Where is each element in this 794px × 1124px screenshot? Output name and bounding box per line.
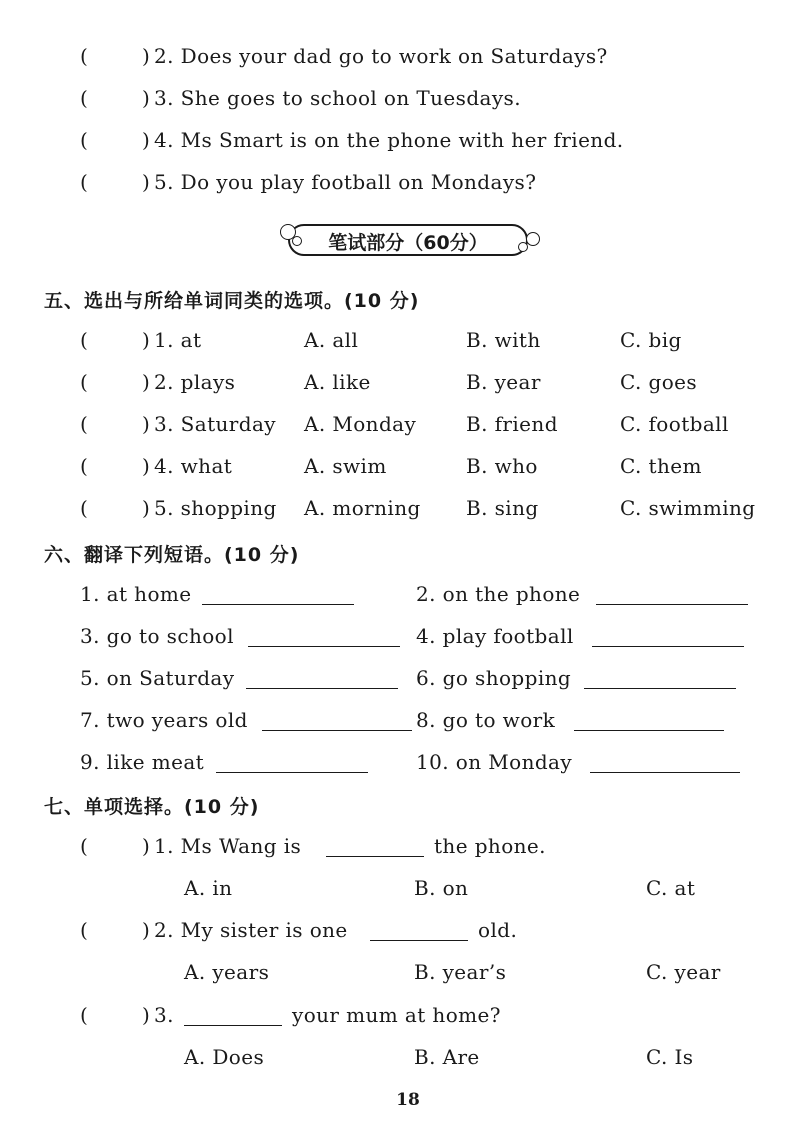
answer-blank[interactable]	[202, 586, 354, 605]
answer-paren-close: )	[142, 328, 150, 352]
answer-blank[interactable]	[584, 670, 736, 689]
option-c: C. swimming	[620, 496, 756, 520]
answer-blank[interactable]	[592, 628, 744, 647]
answer-paren-close: )	[142, 170, 150, 194]
banner-title: 笔试部分（60分）	[328, 232, 488, 254]
answer-paren-close: )	[142, 128, 150, 152]
phrase-item: 3. go to school	[80, 624, 234, 648]
option-a: A. Monday	[304, 412, 417, 436]
question-word: 1. at	[154, 328, 202, 352]
phrase-item: 1. at home	[80, 582, 192, 606]
answer-paren-close: )	[142, 496, 150, 520]
answer-paren-open: (	[80, 412, 88, 436]
answer-paren-close: )	[142, 454, 150, 478]
question-word: 4. what	[154, 454, 233, 478]
phrase-item: 10. on Monday	[416, 750, 573, 774]
question-word: 2. plays	[154, 370, 236, 394]
answer-paren-close: )	[142, 44, 150, 68]
answer-paren-close: )	[142, 86, 150, 110]
option-b: B. year	[466, 370, 541, 394]
option-c: C. football	[620, 412, 729, 436]
question-stem-end: your mum at home?	[292, 1003, 501, 1027]
option-b: B. year’s	[414, 960, 507, 984]
answer-paren-open: (	[80, 44, 88, 68]
phrase-item: 5. on Saturday	[80, 666, 235, 690]
answer-blank[interactable]	[574, 712, 724, 731]
answer-paren-close: )	[142, 370, 150, 394]
section-heading: 七、单项选择。(10 分)	[44, 796, 260, 818]
answer-paren-open: (	[80, 834, 88, 858]
answer-blank[interactable]	[246, 670, 398, 689]
question-text: 5. Do you play football on Mondays?	[154, 170, 537, 194]
option-c: C. goes	[620, 370, 698, 394]
answer-paren-open: (	[80, 86, 88, 110]
option-a: A. morning	[304, 496, 421, 520]
phrase-item: 6. go shopping	[416, 666, 572, 690]
answer-paren-close: )	[142, 1003, 150, 1027]
option-a: A. all	[304, 328, 359, 352]
section-banner	[278, 222, 538, 260]
option-c: C. at	[646, 876, 696, 900]
page-number: 18	[396, 1090, 420, 1110]
phrase-item: 7. two years old	[80, 708, 248, 732]
option-a: A. years	[184, 960, 270, 984]
answer-blank[interactable]	[326, 838, 424, 857]
question-word: 5. shopping	[154, 496, 277, 520]
option-b: B. friend	[466, 412, 558, 436]
question-stem-start: 2. My sister is one	[154, 918, 348, 942]
answer-paren-open: (	[80, 370, 88, 394]
phrase-item: 4. play football	[416, 624, 574, 648]
answer-blank[interactable]	[596, 586, 748, 605]
option-a: A. in	[184, 876, 233, 900]
phrase-item: 9. like meat	[80, 750, 205, 774]
answer-paren-open: (	[80, 454, 88, 478]
option-b: B. on	[414, 876, 469, 900]
question-stem-start: 1. Ms Wang is	[154, 834, 302, 858]
option-c: C. them	[620, 454, 702, 478]
answer-paren-open: (	[80, 1003, 88, 1027]
option-c: C. year	[646, 960, 721, 984]
option-b: B. with	[466, 328, 541, 352]
question-text: 4. Ms Smart is on the phone with her friend.	[154, 128, 624, 152]
answer-paren-open: (	[80, 328, 88, 352]
section-heading: 五、选出与所给单词同类的选项。(10 分)	[44, 290, 420, 312]
option-a: A. swim	[304, 454, 387, 478]
answer-blank[interactable]	[370, 922, 468, 941]
answer-blank[interactable]	[590, 754, 740, 773]
option-b: B. Are	[414, 1045, 480, 1069]
question-stem-end: old.	[478, 918, 518, 942]
option-c: C. Is	[646, 1045, 694, 1069]
phrase-item: 8. go to work	[416, 708, 556, 732]
option-b: B. who	[466, 454, 538, 478]
option-b: B. sing	[466, 496, 539, 520]
question-text: 3. She goes to school on Tuesdays.	[154, 86, 521, 110]
question-text: 2. Does your dad go to work on Saturdays?	[154, 44, 608, 68]
phrase-item: 2. on the phone	[416, 582, 581, 606]
answer-paren-open: (	[80, 170, 88, 194]
answer-paren-close: )	[142, 834, 150, 858]
answer-blank[interactable]	[248, 628, 400, 647]
answer-blank[interactable]	[262, 712, 412, 731]
answer-paren-open: (	[80, 496, 88, 520]
answer-paren-close: )	[142, 918, 150, 942]
answer-paren-close: )	[142, 412, 150, 436]
answer-paren-open: (	[80, 128, 88, 152]
question-stem-start: 3.	[154, 1003, 174, 1027]
option-c: C. big	[620, 328, 682, 352]
answer-paren-open: (	[80, 918, 88, 942]
answer-blank[interactable]	[216, 754, 368, 773]
question-word: 3. Saturday	[154, 412, 276, 436]
option-a: A. like	[304, 370, 371, 394]
option-a: A. Does	[184, 1045, 265, 1069]
question-stem-end: the phone.	[434, 834, 546, 858]
section-heading: 六、翻译下列短语。(10 分)	[44, 544, 300, 566]
answer-blank[interactable]	[184, 1007, 282, 1026]
